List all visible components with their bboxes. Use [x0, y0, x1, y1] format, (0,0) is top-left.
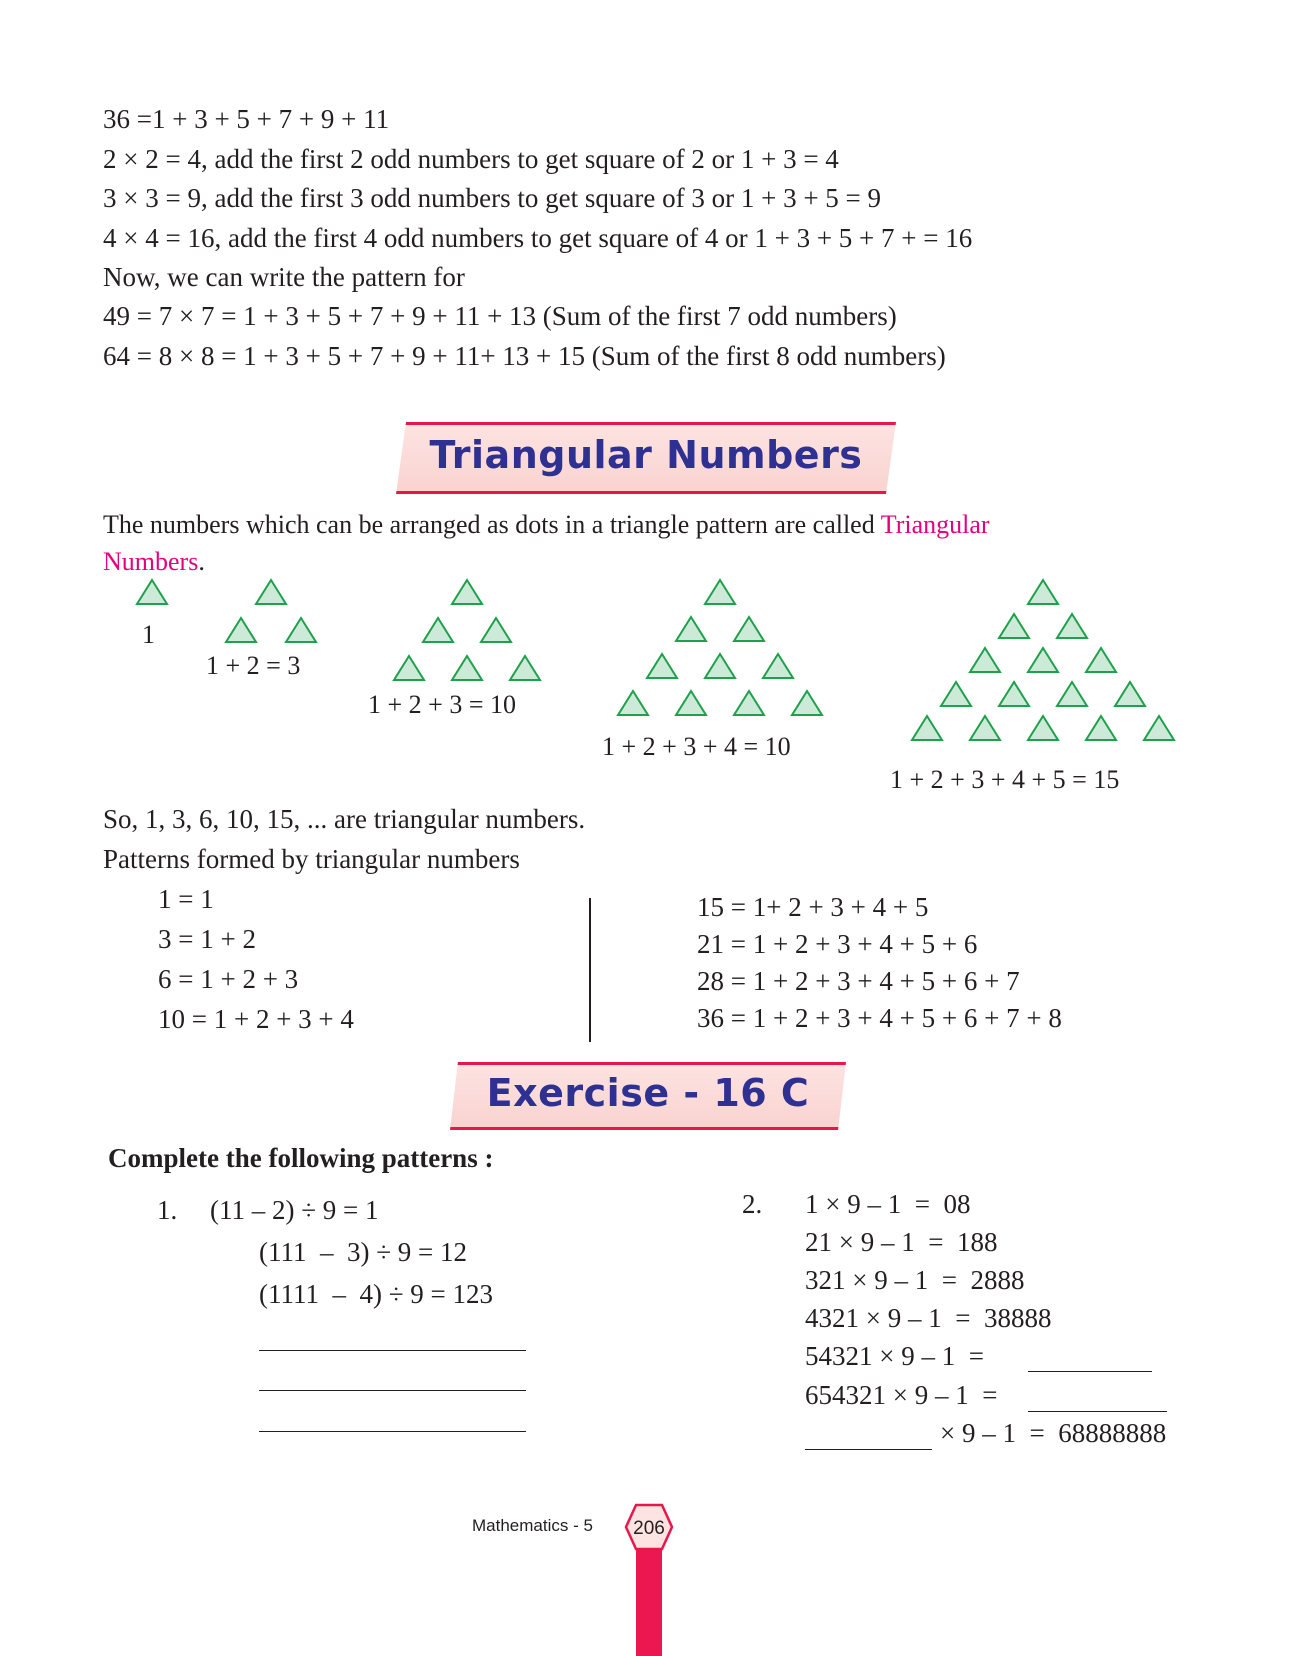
intro-line-1: 36 =1 + 3 + 5 + 7 + 9 + 11	[103, 104, 390, 134]
triangle-dot-icon	[1055, 612, 1089, 640]
triangle-dot-icon	[732, 689, 766, 717]
triangular-heading: Triangular Numbers	[429, 433, 863, 477]
triangle-dot-icon	[790, 689, 824, 717]
intro-line-5: Now, we can write the pattern for	[103, 262, 465, 292]
pattern-divider	[589, 898, 591, 1042]
pattern-right-2: 21 = 1 + 2 + 3 + 4 + 5 + 6	[697, 929, 978, 959]
triangle-dot-icon	[450, 578, 484, 606]
triangle-dot-icon	[254, 578, 288, 606]
q2-number: 2.	[742, 1189, 763, 1219]
q1-number: 1.	[157, 1195, 178, 1225]
triangle-dot-icon	[968, 714, 1002, 742]
triangle-dot-icon	[1084, 646, 1118, 674]
triangle-dot-icon	[616, 689, 650, 717]
q2-answer-blank-6[interactable]	[1028, 1410, 1167, 1412]
q1-answer-blank-2[interactable]	[259, 1389, 526, 1391]
triangle-dot-icon	[968, 646, 1002, 674]
triangle-dot-icon	[224, 616, 258, 644]
figure-label-5: 1 + 2 + 3 + 4 + 5 = 15	[890, 765, 1120, 794]
q2-line-2: 21 × 9 – 1 = 188	[805, 1227, 998, 1257]
triangle-dot-icon	[508, 654, 542, 682]
triangle-dot-icon	[284, 616, 318, 644]
page-bar	[636, 1550, 662, 1656]
intro-line-2: 2 × 2 = 4, add the first 2 odd numbers to get square of 2 or 1 + 3 = 4	[103, 144, 839, 174]
triangle-dot-icon	[997, 612, 1031, 640]
q2-line-7: × 9 – 1 = 68888888	[940, 1418, 1167, 1448]
footer-book-title: Mathematics - 5	[472, 1516, 593, 1535]
q2-line-4: 4321 × 9 – 1 = 38888	[805, 1303, 1052, 1333]
definition-end: .	[198, 547, 205, 576]
q1-answer-blank-3[interactable]	[259, 1430, 526, 1432]
intro-line-3: 3 × 3 = 9, add the first 3 odd numbers to get square of 3 or 1 + 3 + 5 = 9	[103, 183, 882, 213]
exercise-instruction: Complete the following patterns :	[108, 1143, 494, 1173]
triangle-dot-icon	[761, 652, 795, 680]
exercise-heading-banner	[450, 1062, 846, 1124]
definition-term-cont: Numbers	[103, 547, 199, 576]
triangular-summary: So, 1, 3, 6, 10, 15, ... are triangular numbers.	[103, 804, 586, 834]
triangle-dot-icon	[1026, 578, 1060, 606]
q1-line-3: (1111 – 4) ÷ 9 = 123	[259, 1279, 494, 1309]
triangle-dot-icon	[997, 680, 1031, 708]
intro-line-7: 64 = 8 × 8 = 1 + 3 + 5 + 7 + 9 + 11+ 13 + 15 (Sum of the first 8 odd numbers)	[103, 341, 946, 371]
triangle-dot-icon	[1084, 714, 1118, 742]
figure-label-1: 1	[142, 620, 155, 649]
q2-answer-blank-7[interactable]	[805, 1448, 932, 1450]
intro-line-4: 4 × 4 = 16, add the first 4 odd numbers to get square of 4 or 1 + 3 + 5 + 7 + = 16	[103, 223, 973, 253]
q2-line-1: 1 × 9 – 1 = 08	[805, 1189, 971, 1219]
triangle-dot-icon	[703, 578, 737, 606]
triangle-dot-icon	[421, 616, 455, 644]
triangular-heading-banner	[396, 422, 896, 488]
triangle-dot-icon	[674, 689, 708, 717]
triangle-dot-icon	[703, 652, 737, 680]
pattern-right-4: 36 = 1 + 2 + 3 + 4 + 5 + 6 + 7 + 8	[697, 1003, 1062, 1033]
exercise-heading: Exercise - 16 C	[486, 1071, 810, 1115]
figure-label-2: 1 + 2 = 3	[206, 651, 301, 680]
triangle-dot-icon	[392, 654, 426, 682]
q1-line-1: (11 – 2) ÷ 9 = 1	[210, 1195, 379, 1225]
q1-line-2: (111 – 3) ÷ 9 = 12	[259, 1237, 468, 1267]
triangle-dot-icon	[674, 615, 708, 643]
triangle-dot-icon	[1026, 646, 1060, 674]
pattern-right-1: 15 = 1+ 2 + 3 + 4 + 5	[697, 892, 929, 922]
figure-label-3: 1 + 2 + 3 = 10	[368, 690, 516, 719]
intro-line-6: 49 = 7 × 7 = 1 + 3 + 5 + 7 + 9 + 11 + 13 (Sum of the first 7 odd numbers)	[103, 301, 897, 331]
page-number-badge	[624, 1503, 674, 1551]
triangle-dot-icon	[732, 615, 766, 643]
triangle-dot-icon	[645, 652, 679, 680]
triangle-dot-icon	[1026, 714, 1060, 742]
pattern-left-2: 3 = 1 + 2	[158, 924, 256, 954]
triangle-dot-icon	[1142, 714, 1176, 742]
triangular-definition-line1	[103, 512, 1191, 538]
q2-answer-blank-5[interactable]	[1028, 1370, 1152, 1372]
triangle-dot-icon	[479, 616, 513, 644]
pattern-left-3: 6 = 1 + 2 + 3	[158, 964, 299, 994]
triangle-dot-icon	[910, 714, 944, 742]
q2-line-3: 321 × 9 – 1 = 2888	[805, 1265, 1025, 1295]
definition-prefix: The numbers which can be arranged as dots in a triangle pattern are called	[103, 510, 875, 539]
page-number: 206	[633, 1518, 665, 1539]
triangular-definition-line2	[103, 549, 205, 575]
pattern-right-3: 28 = 1 + 2 + 3 + 4 + 5 + 6 + 7	[697, 966, 1020, 996]
definition-term: Triangular	[880, 510, 990, 539]
triangle-dot-icon	[450, 654, 484, 682]
q2-line-5: 54321 × 9 – 1 =	[805, 1341, 984, 1371]
triangle-dot-icon	[1055, 680, 1089, 708]
patterns-title: Patterns formed by triangular numbers	[103, 844, 520, 874]
triangle-dot-icon	[135, 578, 169, 606]
triangle-dot-icon	[1113, 680, 1147, 708]
figure-label-4: 1 + 2 + 3 + 4 = 10	[602, 732, 791, 761]
q2-line-6: 654321 × 9 – 1 =	[805, 1380, 998, 1410]
q1-answer-blank-1[interactable]	[259, 1349, 526, 1351]
pattern-left-1: 1 = 1	[158, 884, 214, 914]
pattern-left-4: 10 = 1 + 2 + 3 + 4	[158, 1004, 354, 1034]
triangle-dot-icon	[939, 680, 973, 708]
